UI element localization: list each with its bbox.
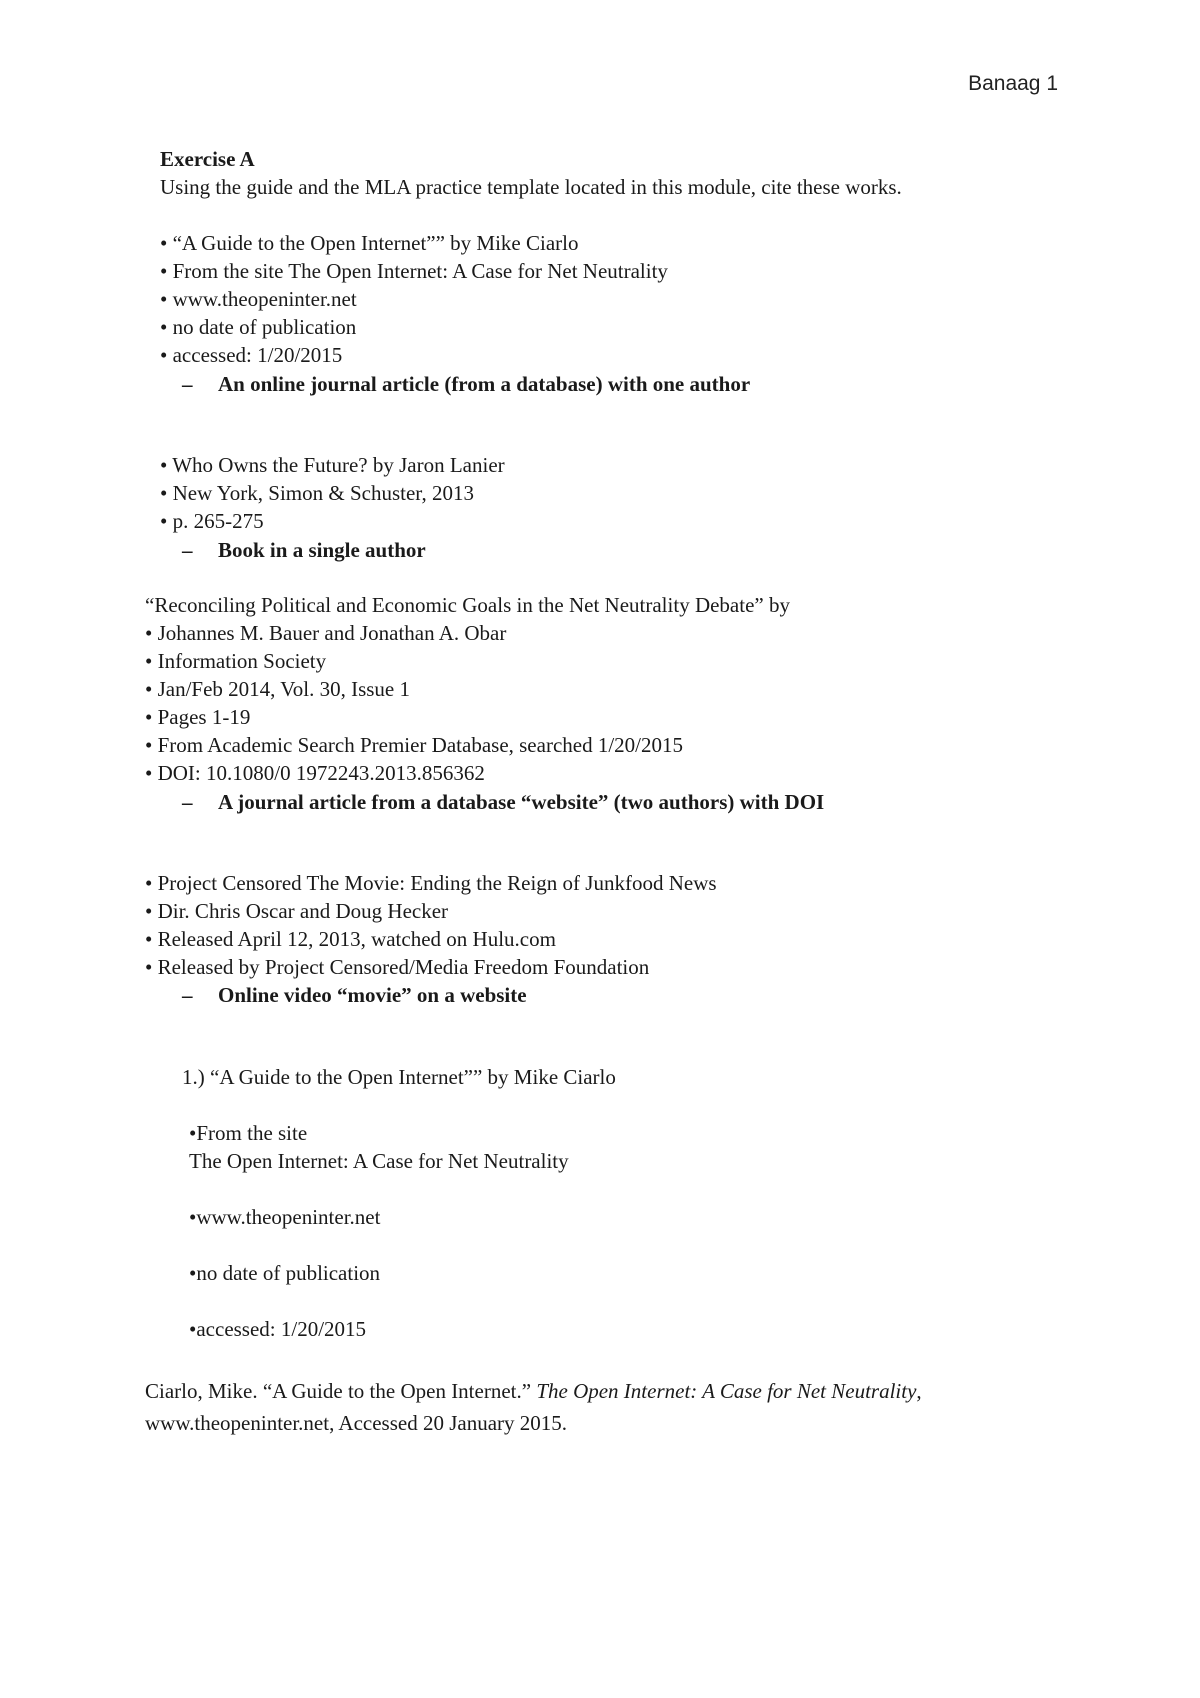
list-item: • Released April 12, 2013, watched on Hulu.com [145, 927, 556, 951]
exercise-instructions: Using the guide and the MLA practice template located in this module, cite these works. [160, 175, 902, 199]
list-item: • Released by Project Censored/Media Freedom Foundation [145, 955, 650, 979]
list-item: • Johannes M. Bauer and Jonathan A. Obar [145, 621, 507, 645]
answer-site-title: The Open Internet: A Case for Net Neutrality [189, 1149, 569, 1173]
list-item: • From Academic Search Premier Database, searched 1/20/2015 [145, 733, 684, 757]
citation-comma: , [916, 1379, 922, 1403]
dash-marker: – [182, 790, 193, 814]
answer-accessed: •accessed: 1/20/2015 [189, 1317, 367, 1341]
source-type-text: An online journal article (from a database) with one author [218, 372, 751, 396]
exercise-title: Exercise A [160, 147, 255, 171]
list-item: • Information Society [145, 649, 327, 673]
list-item: • no date of publication [160, 315, 357, 339]
list-item: • Pages 1-19 [145, 705, 251, 729]
list-item: • p. 265-275 [160, 509, 264, 533]
source-type-label [182, 789, 824, 815]
source-type-text: A journal article from a database “website” (two authors) with DOI [218, 790, 825, 814]
source-type-text: Online video “movie” on a website [218, 983, 527, 1007]
running-header: Banaag 1 [968, 72, 1058, 95]
answer-site-line: •From the site [189, 1121, 308, 1145]
dash-marker: – [182, 372, 193, 396]
source-type-label [182, 371, 750, 397]
list-item: • Who Owns the Future? by Jaron Lanier [160, 453, 505, 477]
list-item: • New York, Simon & Schuster, 2013 [160, 481, 474, 505]
source-type-text: Book in a single author [218, 538, 426, 562]
list-item: • accessed: 1/20/2015 [160, 343, 343, 367]
dash-marker: – [182, 538, 193, 562]
citation-author-title: Ciarlo, Mike. “A Guide to the Open Internet.” [145, 1379, 537, 1403]
list-item: • DOI: 10.1080/0 1972243.2013.856362 [145, 761, 485, 785]
mla-citation-line1 [145, 1378, 922, 1404]
source-type-label [182, 982, 527, 1008]
answer-url: •www.theopeninter.net [189, 1205, 381, 1229]
list-item: • “A Guide to the Open Internet”” by Mike Ciarlo [160, 231, 579, 255]
answer-no-date: •no date of publication [189, 1261, 381, 1285]
list-item: • www.theopeninter.net [160, 287, 357, 311]
list-item: • Project Censored The Movie: Ending the Reign of Junkfood News [145, 871, 717, 895]
list-item: • From the site The Open Internet: A Case for Net Neutrality [160, 259, 668, 283]
citation-container: The Open Internet: A Case for Net Neutrality [536, 1379, 917, 1403]
answer-heading: 1.) “A Guide to the Open Internet”” by Mike Ciarlo [182, 1065, 616, 1089]
mla-citation-line2: www.theopeninter.net, Accessed 20 January 2015. [145, 1411, 568, 1435]
dash-marker: – [182, 983, 193, 1007]
list-item: • Dir. Chris Oscar and Doug Hecker [145, 899, 449, 923]
list-item: “Reconciling Political and Economic Goals in the Net Neutrality Debate” by [145, 593, 790, 617]
source-type-label [182, 537, 426, 563]
list-item: • Jan/Feb 2014, Vol. 30, Issue 1 [145, 677, 411, 701]
